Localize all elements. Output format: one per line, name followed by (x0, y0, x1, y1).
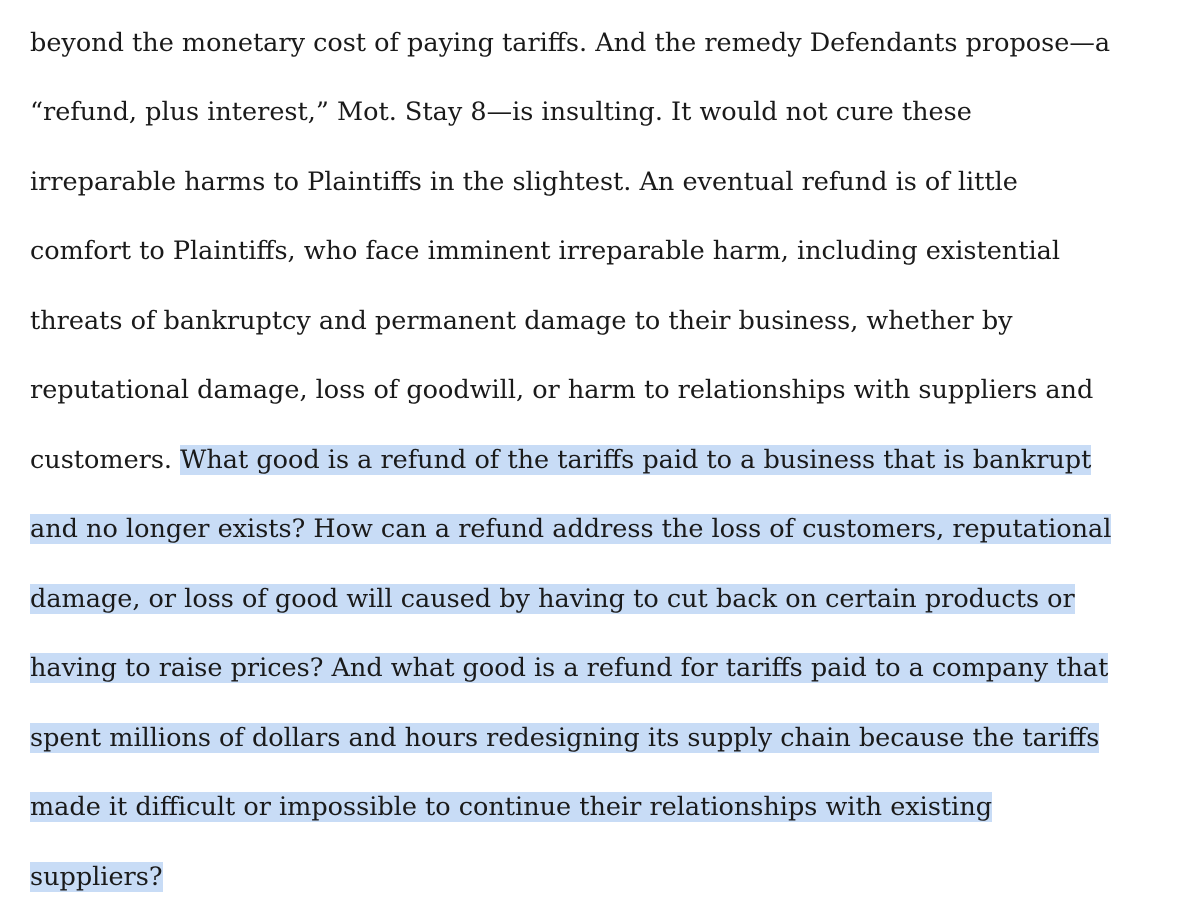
text-line-2 (30, 95, 972, 129)
highlighted-text: spent millions of dollars and hours redesigning its supply chain because the tariffs (30, 723, 1100, 753)
text-line-9 (30, 582, 1075, 616)
line-text: “refund, plus interest,” Mot. Stay 8—is insulting. It would not cure these (30, 97, 972, 127)
highlighted-text: suppliers? (30, 862, 163, 892)
text-line-3 (30, 165, 1018, 199)
line-text: threats of bankruptcy and permanent damage to their business, whether by (30, 306, 1013, 336)
highlighted-text: damage, or loss of good will caused by having to cut back on certain products or (30, 584, 1075, 614)
line-text: beyond the monetary cost of paying tariffs. And the remedy Defendants propose—a (30, 28, 1111, 58)
text-line-12 (30, 790, 992, 824)
highlighted-text: What good is a refund of the tariffs paid to a business that is bankrupt (180, 445, 1092, 475)
text-line-4 (30, 234, 1060, 268)
text-line-7 (30, 443, 1091, 477)
highlighted-text: having to raise prices? And what good is a refund for tariffs paid to a company that (30, 653, 1109, 683)
text-line-1 (30, 26, 1110, 60)
text-line-11 (30, 721, 1099, 755)
text-line-5 (30, 304, 1013, 338)
line-text: customers. (30, 445, 181, 475)
text-line-10 (30, 651, 1108, 685)
highlighted-text: made it difficult or impossible to continue their relationships with existing (30, 792, 993, 822)
text-line-13 (30, 860, 163, 894)
line-text: reputational damage, loss of goodwill, or harm to relationships with suppliers and (30, 375, 1094, 405)
line-text: irreparable harms to Plaintiffs in the slightest. An eventual refund is of little (30, 167, 1018, 197)
text-line-8 (30, 512, 1111, 546)
line-text: comfort to Plaintiffs, who face imminent irreparable harm, including existential (30, 236, 1060, 266)
text-line-6 (30, 373, 1093, 407)
highlighted-text: and no longer exists? How can a refund address the loss of customers, reputational (30, 514, 1112, 544)
